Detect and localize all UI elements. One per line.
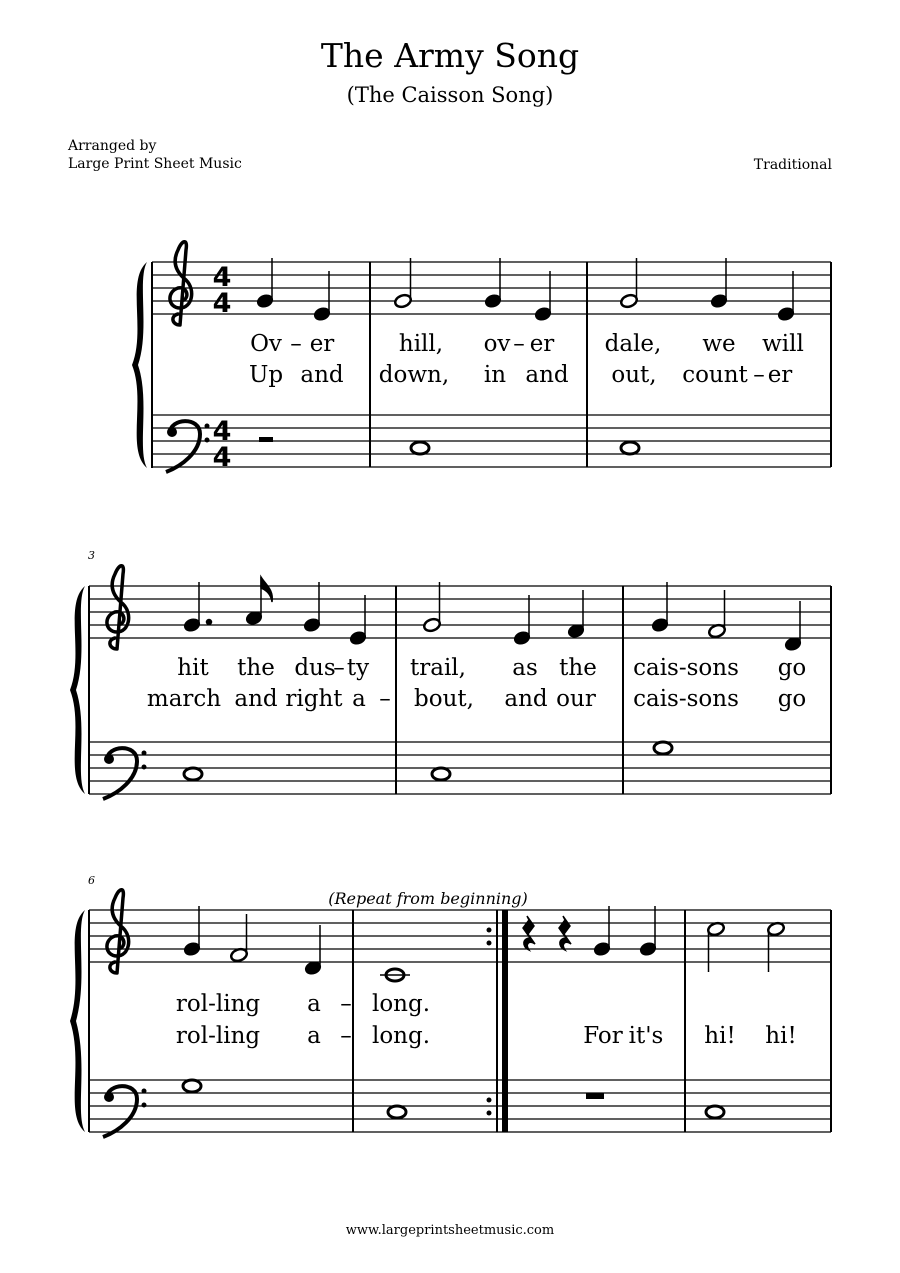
system-1: [132, 242, 831, 473]
brace: [70, 586, 85, 794]
system-2: [70, 549, 831, 799]
bass-notes: [184, 742, 672, 780]
treble-clef-icon: [107, 566, 129, 649]
lyric-syllable: –: [340, 1023, 352, 1049]
lyric-syllable: rol-ling: [175, 1023, 261, 1049]
lyric-syllable: er: [767, 362, 793, 388]
lyric-syllable: and: [300, 362, 344, 388]
lyric-syllable: –: [379, 686, 391, 712]
page-title: The Army Song: [320, 36, 580, 75]
lyric-syllable: long.: [371, 991, 431, 1017]
brace: [70, 910, 85, 1132]
treble-notes: [183, 577, 802, 652]
lyric-syllable: it's: [628, 1023, 664, 1049]
lyric-syllable: cais-sons: [633, 655, 739, 681]
lyric-syllable: in: [483, 362, 507, 388]
quarter-rest-icon: [559, 916, 571, 950]
bass-staff: [152, 415, 831, 467]
arranger-label: Arranged by: [68, 138, 157, 154]
lyric-syllable: er: [529, 331, 555, 357]
lyric-syllable: –: [333, 655, 345, 681]
lyric-syllable: trail,: [410, 655, 466, 681]
lyric-syllable: we: [702, 331, 736, 357]
lyric-syllable: –: [513, 331, 525, 357]
lyric-syllable: ty: [346, 655, 370, 681]
lyric-syllable: cais-sons: [633, 686, 739, 712]
lyric-syllable: –: [340, 991, 352, 1017]
measure-number: 3: [88, 549, 95, 562]
lyric-syllable: bout,: [414, 686, 474, 712]
lyric-syllable: hit: [177, 655, 209, 681]
treble-notes: [256, 258, 795, 322]
lyric-syllable: Ov: [250, 331, 282, 357]
lyric-syllable: and: [525, 362, 569, 388]
repeat-direction: (Repeat from beginning): [328, 889, 528, 908]
lyric-syllable: our: [556, 686, 596, 712]
lyric-syllable: dus: [294, 655, 336, 681]
treble-clef-icon: [107, 890, 129, 973]
composer-credit: Traditional: [753, 157, 832, 173]
lyric-syllable: a: [307, 1023, 321, 1049]
bass-notes: [259, 437, 639, 454]
lyrics-system-1: [249, 331, 804, 388]
bass-clef-icon: [103, 1086, 147, 1137]
lyric-syllable: long.: [371, 1023, 431, 1049]
lyric-syllable: dale,: [604, 331, 662, 357]
lyric-syllable: 4: [212, 288, 232, 319]
lyric-syllable: the: [559, 655, 597, 681]
brace: [132, 262, 147, 468]
lyric-syllable: er: [309, 331, 335, 357]
lyric-syllable: go: [777, 655, 807, 681]
lyric-syllable: the: [237, 655, 275, 681]
bass-staff: [89, 742, 831, 794]
lyric-syllable: as: [512, 655, 538, 681]
lyric-syllable: 4: [212, 442, 232, 473]
treble-staff: [89, 910, 831, 962]
bass-clef-icon: [166, 421, 210, 472]
lyric-syllable: count: [682, 362, 748, 388]
arranger-name: Large Print Sheet Music: [68, 156, 242, 172]
lyric-syllable: 4: [212, 416, 232, 447]
treble-notes: [183, 906, 785, 981]
lyric-syllable: –: [753, 362, 765, 388]
lyric-syllable: out,: [611, 362, 657, 388]
lyric-syllable: hi!: [765, 1023, 797, 1049]
system-3: [70, 874, 831, 1137]
lyrics-system-3: [176, 991, 797, 1049]
lyric-syllable: ov: [483, 331, 511, 357]
lyric-syllable: hi!: [704, 1023, 736, 1049]
measure-number: 6: [88, 874, 95, 887]
treble-clef-icon: [170, 242, 192, 325]
page-subtitle: (The Caisson Song): [346, 83, 554, 107]
lyric-syllable: hill,: [398, 331, 444, 357]
bass-clef-icon: [103, 748, 147, 799]
bass-notes: [183, 1080, 724, 1118]
quarter-rest-icon: [523, 916, 535, 950]
repeat-dots: [487, 928, 492, 1116]
footer-url: www.largeprintsheetmusic.com: [345, 1223, 555, 1238]
lyric-syllable: and: [234, 686, 278, 712]
lyric-syllable: a: [352, 686, 366, 712]
lyric-syllable: will: [762, 331, 804, 357]
lyric-syllable: For: [583, 1023, 623, 1049]
lyric-syllable: down,: [378, 362, 450, 388]
lyric-syllable: 4: [212, 262, 232, 293]
lyric-syllable: rol-ling: [175, 991, 261, 1017]
lyrics-system-2: [147, 655, 806, 712]
lyric-syllable: march: [146, 686, 222, 712]
lyric-syllable: –: [290, 331, 302, 357]
lyric-syllable: and: [504, 686, 548, 712]
lyric-syllable: right: [285, 686, 343, 712]
repeat-barline: [502, 910, 508, 1132]
lyric-syllable: Up: [248, 362, 284, 388]
time-signature: [213, 262, 232, 473]
lyric-syllable: go: [777, 686, 807, 712]
lyric-syllable: a: [307, 991, 321, 1017]
